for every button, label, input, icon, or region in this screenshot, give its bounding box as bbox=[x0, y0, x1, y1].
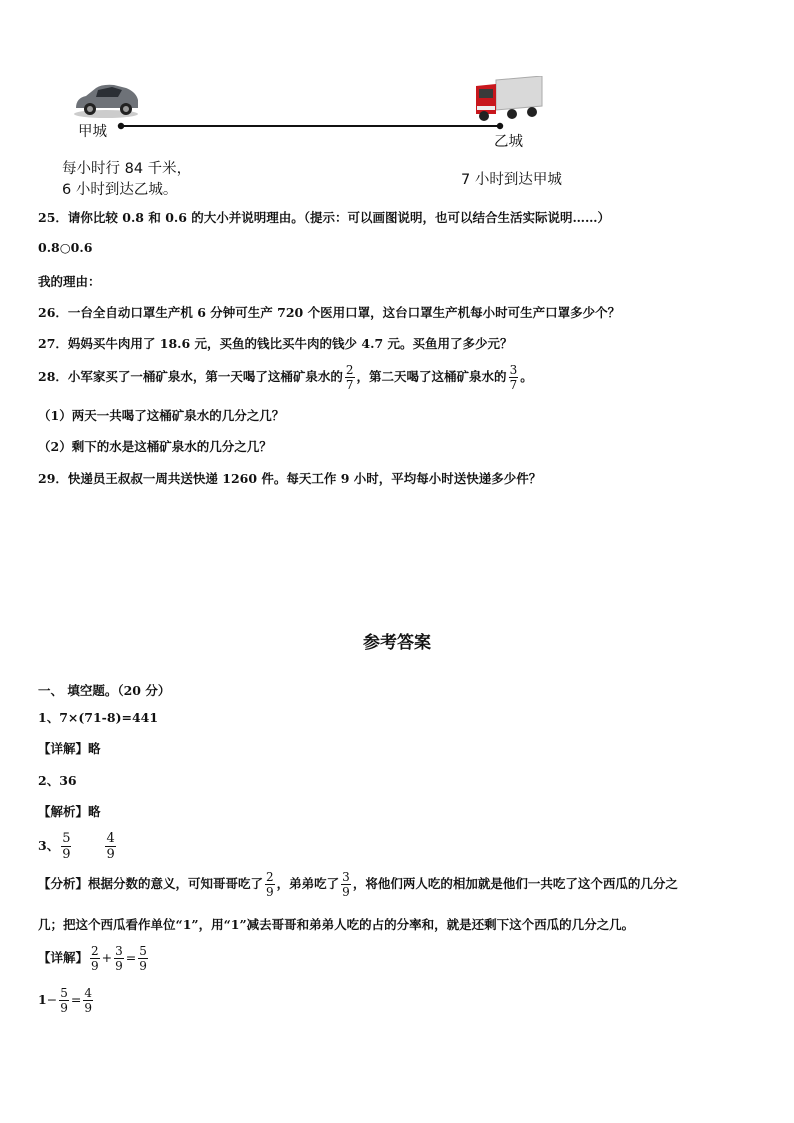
fraction: $\frac{4}{9}$ bbox=[84, 986, 92, 1015]
question-25-reason: 我的理由： bbox=[38, 274, 101, 289]
question-28-part-1: （1）两天一共喝了这桶矿泉水的几分之几？ bbox=[38, 408, 285, 423]
fraction: $\frac{3}{9}$ bbox=[115, 944, 123, 973]
answer-3-analysis-line-2: 几；把这个西瓜看作单位“1”，用“1”减去哥哥和弟弟人吃的占的分率和，就是还剩下这个西瓜的几分之几。 bbox=[38, 917, 635, 932]
fraction: $\frac{4}{9}$ bbox=[106, 831, 115, 862]
answer-3-analysis: 【分析】根据分数的意义，可知哥哥吃了 $\frac{2}{9}$ ，弟弟吃了 $\frac{3}{9}$ ，将他们两人吃的相加就是他们一共吃了这个西瓜的几分之 bbox=[38, 870, 678, 899]
question-28: 28．小军家买了一桶矿泉水，第一天喝了这桶矿泉水的 $\frac{2}{7}$ ，第二天喝了这桶矿泉水的 $\frac{3}{7}$ 。 bbox=[38, 363, 533, 392]
truck-icon bbox=[472, 76, 544, 122]
answers-title: 参考答案 bbox=[363, 633, 431, 653]
answer-3: 3、 $\frac{5}{9}$ $\frac{4}{9}$ bbox=[38, 831, 115, 862]
answer-2: 2、36 bbox=[38, 773, 77, 788]
answer-3-equation-2: 1− $\frac{5}{9}$ = $\frac{4}{9}$ bbox=[38, 986, 92, 1015]
fraction: $\frac{2}{7}$ bbox=[345, 363, 354, 392]
answer-1-detail: 【详解】略 bbox=[38, 741, 101, 756]
fraction: $\frac{2}{9}$ bbox=[266, 870, 274, 899]
city-a-label: 甲城 bbox=[78, 124, 107, 140]
question-29: 29．快递员王叔叔一周共送快递 1260 件。每天工作 9 小时，平均每小时送快递多少件？ bbox=[38, 471, 542, 486]
answer-3-equation-1: 【详解】 $\frac{2}{9}$ + $\frac{3}{9}$ = $\frac{5}{9}$ bbox=[38, 944, 147, 973]
answers-section: 一、 填空题。（20 分） bbox=[38, 683, 171, 698]
fraction: $\frac{5}{9}$ bbox=[60, 986, 68, 1015]
car-icon bbox=[72, 80, 140, 120]
route-line bbox=[116, 120, 506, 132]
fraction: $\frac{3}{9}$ bbox=[342, 870, 350, 899]
question-27: 27．妈妈买牛肉用了 18.6 元，买鱼的钱比买牛肉的钱少 4.7 元。买鱼用了多少元？ bbox=[38, 336, 513, 351]
truck-time-text: 7 小时到达甲城 bbox=[461, 172, 562, 188]
city-b-label: 乙城 bbox=[494, 134, 523, 150]
fraction: $\frac{5}{9}$ bbox=[139, 944, 147, 973]
answer-1: 1、7×(71-8)=441 bbox=[38, 710, 159, 725]
question-28-part-2: （2）剩下的水是这桶矿泉水的几分之几？ bbox=[38, 439, 272, 454]
question-26: 26．一台全自动口罩生产机 6 分钟可生产 720 个医用口罩，这台口罩生产机每小时可生产口罩多少个？ bbox=[38, 305, 621, 320]
question-25: 25．请你比较 0.8 和 0.6 的大小并说明理由。（提示：可以画图说明，也可以结合生活实际说明……） bbox=[38, 210, 611, 225]
fraction: $\frac{5}{9}$ bbox=[62, 831, 71, 862]
fraction: $\frac{2}{9}$ bbox=[91, 944, 99, 973]
fraction: $\frac{3}{7}$ bbox=[509, 363, 518, 392]
car-time-text: 6 小时到达乙城。 bbox=[62, 182, 178, 198]
car-speed-text: 每小时行 84 千米， bbox=[62, 161, 192, 177]
question-25-compare: 0.8○0.6 bbox=[38, 240, 93, 255]
answer-2-detail: 【解析】略 bbox=[38, 804, 101, 819]
